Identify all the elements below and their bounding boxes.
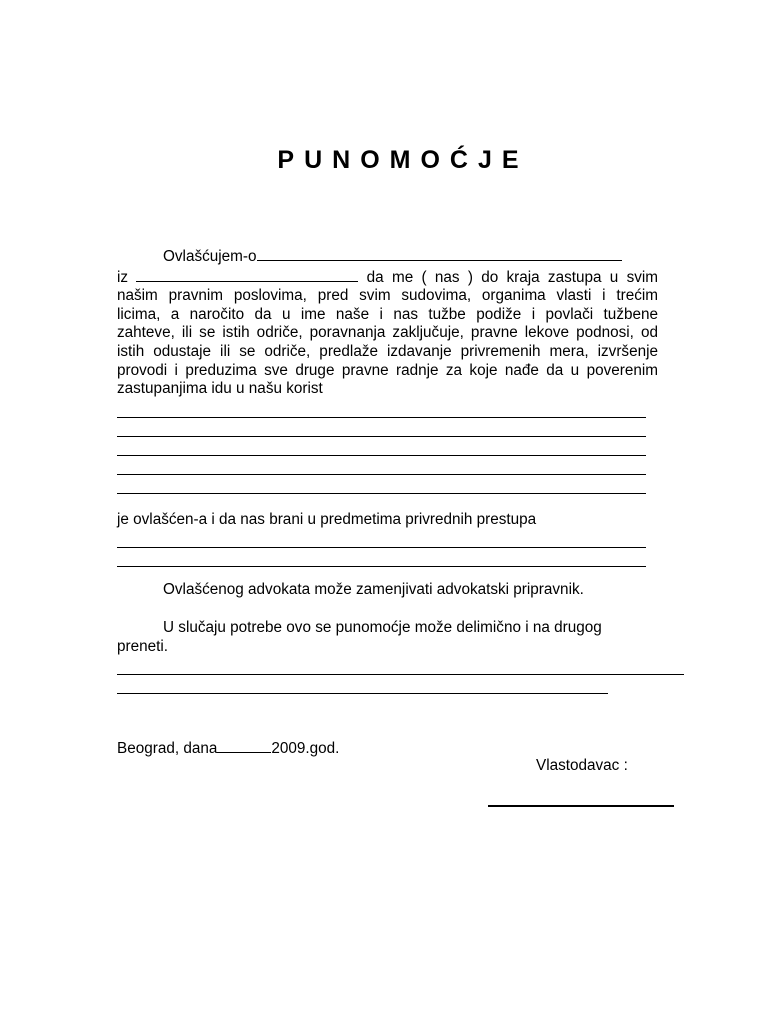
paragraph-4-line-2: preneti. [117,637,169,655]
from-label: iz [117,268,129,286]
blank-line-9[interactable] [117,675,608,694]
grantee-name-field[interactable] [257,246,622,261]
paragraph-1-line-4: zahteve, ili se istih odriče, poravnanja zaključuje, pravne lekove podnosi, od [117,324,658,342]
paragraph-2: je ovlašćen-a i da nas brani u predmetima privrednih prestupa [117,510,537,528]
paragraph-1-line-5: istih odustaje ili se odriče, predlaže izdavanje privremenih mera, izvršenje [117,342,658,360]
place-date-prefix: Beograd, dana [117,740,218,757]
blank-line-7[interactable] [117,548,646,567]
blank-line-3[interactable] [117,437,646,456]
document-title: PUNOMOĆJE [277,146,529,174]
signature-line[interactable] [488,805,674,807]
paragraph-4-line-1: U slučaju potrebe ovo se punomoćje može delimično i na drugog [163,618,602,636]
blank-line-8[interactable] [117,656,684,675]
place-date-suffix: 2009.god. [271,740,340,757]
paragraph-1-line-6: provodi i preduzima sve druge pravne radnje za koje nađe da u poverenim [117,361,658,379]
paragraph-1-line-1 [117,267,658,288]
intro-label: Ovlašćujem-o [163,248,257,265]
paragraph-3: Ovlašćenog advokata može zamenjivati advokatski pripravnik. [163,581,584,599]
grantee-city-field[interactable] [136,267,358,282]
paragraph-1-line-7: zastupanjima idu u našu korist [117,380,323,398]
place-date-line [117,738,339,758]
grantor-label: Vlastodavac : [536,757,628,774]
blank-line-2[interactable] [117,418,646,437]
document-body [117,246,658,694]
paragraph-1-line-3: licima, a naročito da u ime naše i nas tužbe podiže i povlači tužbene [117,305,658,323]
blank-line-5[interactable] [117,475,646,494]
date-field[interactable] [217,738,271,753]
paragraph-1-line-1-rest: da me ( nas ) do kraja zastupa u svim [366,268,658,286]
blank-line-6[interactable] [117,529,646,548]
blank-line-1[interactable] [117,399,646,418]
blank-line-4[interactable] [117,456,646,475]
paragraph-1-line-2: našim pravnim poslovima, pred svim sudovima, organima vlasti i trećim [117,287,658,305]
authorization-line [117,246,658,267]
